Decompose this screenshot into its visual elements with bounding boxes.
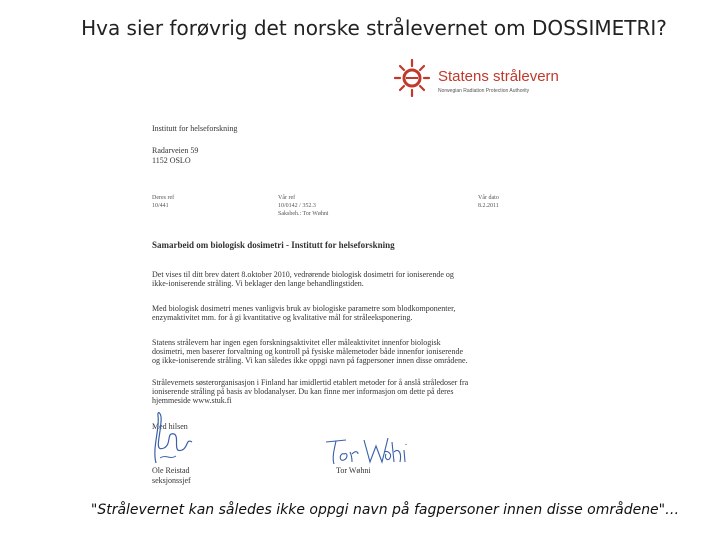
paragraph-line: dosimetri, men baserer forvaltning og kontroll på fysiske målemetoder både innenfor ioniserende bbox=[152, 347, 464, 356]
date-label: Vår dato bbox=[478, 195, 499, 201]
date-value: 8.2.2011 bbox=[478, 203, 499, 209]
our-ref-contact: Saksbeh.: Tor Wøhni bbox=[278, 211, 329, 217]
letter-paragraph bbox=[152, 304, 508, 322]
letter-closing: Med hilsen bbox=[152, 422, 188, 431]
signer-name: Ole Reistad bbox=[152, 466, 190, 475]
signer-left bbox=[152, 466, 191, 486]
agency-logo bbox=[394, 58, 559, 98]
slide-quote: "Strålevernet kan således ikke oppgi navn på fagpersoner innen disse områdene"… bbox=[90, 502, 680, 518]
letter-subject: Samarbeid om biologisk dosimetri - Institutt for helseforskning bbox=[152, 240, 395, 250]
logo-name: Statens strålevern bbox=[438, 68, 559, 85]
your-ref-label: Deres ref bbox=[152, 195, 175, 201]
address-line: Institutt for helseforskning bbox=[152, 124, 238, 133]
address-line: Radarveien 59 bbox=[152, 146, 199, 155]
signature-scribble-left bbox=[146, 408, 226, 468]
paragraph-line: ioniserende stråling på basis av blodanalyser. Du kan finne mer informasjon om dette på deres bbox=[152, 387, 454, 396]
letter-date bbox=[478, 194, 499, 210]
paragraph-line: Strålevernets søsterorganisasjon i Finland har imidlertid etablert metoder for å anslå stråledoser fra bbox=[152, 378, 469, 387]
letter-scan bbox=[142, 48, 559, 496]
paragraph-line: hjemmeside www.stuk.fi bbox=[152, 396, 232, 405]
paragraph-line: Med biologisk dosimetri menes vanligvis bruk av biologiske parametre som blodkomponenter, bbox=[152, 304, 456, 313]
slide-title: Hva sier forøvrig det norske strålevernet om DOSSIMETRI? bbox=[81, 16, 667, 40]
signer-name: Tor Wøhni bbox=[336, 466, 371, 475]
address-line: 1152 OSLO bbox=[152, 156, 191, 165]
paragraph-line: Statens strålevern har ingen egen forskningsaktivitet eller måleaktivitet innenfor biologisk bbox=[152, 338, 441, 347]
paragraph-line: enzymaktivitet mm. for å gi kvantitative og kvalitative mål for stråleeksponering. bbox=[152, 313, 413, 322]
our-ref-value: 10/0142 / 352.3 bbox=[278, 203, 316, 209]
our-ref-label: Vår ref bbox=[278, 195, 296, 201]
your-ref-value: 10/441 bbox=[152, 203, 169, 209]
letter-paragraph bbox=[152, 338, 508, 365]
recipient-address bbox=[152, 124, 237, 166]
sun-emblem-icon bbox=[394, 58, 434, 98]
signer-title: seksjonssjef bbox=[152, 476, 191, 485]
signer-right bbox=[336, 466, 371, 476]
paragraph-line: ikke-ioniserende stråling. Vi beklager den lange behandlingstiden. bbox=[152, 279, 364, 288]
our-reference bbox=[278, 194, 329, 218]
paragraph-line: og ikke-ioniserende stråling. Vi kan således ikke oppgi navn på fagpersoner innen disse områdene. bbox=[152, 356, 468, 365]
paragraph-line: Det vises til ditt brev datert 8.oktober 2010, vedrørende biologisk dosimetri for ioniserende og bbox=[152, 270, 454, 279]
logo-subtitle: Norwegian Radiation Protection Authority bbox=[438, 88, 530, 94]
your-reference bbox=[152, 194, 174, 210]
letter-paragraph bbox=[152, 378, 508, 405]
letter-paragraph bbox=[152, 270, 508, 288]
